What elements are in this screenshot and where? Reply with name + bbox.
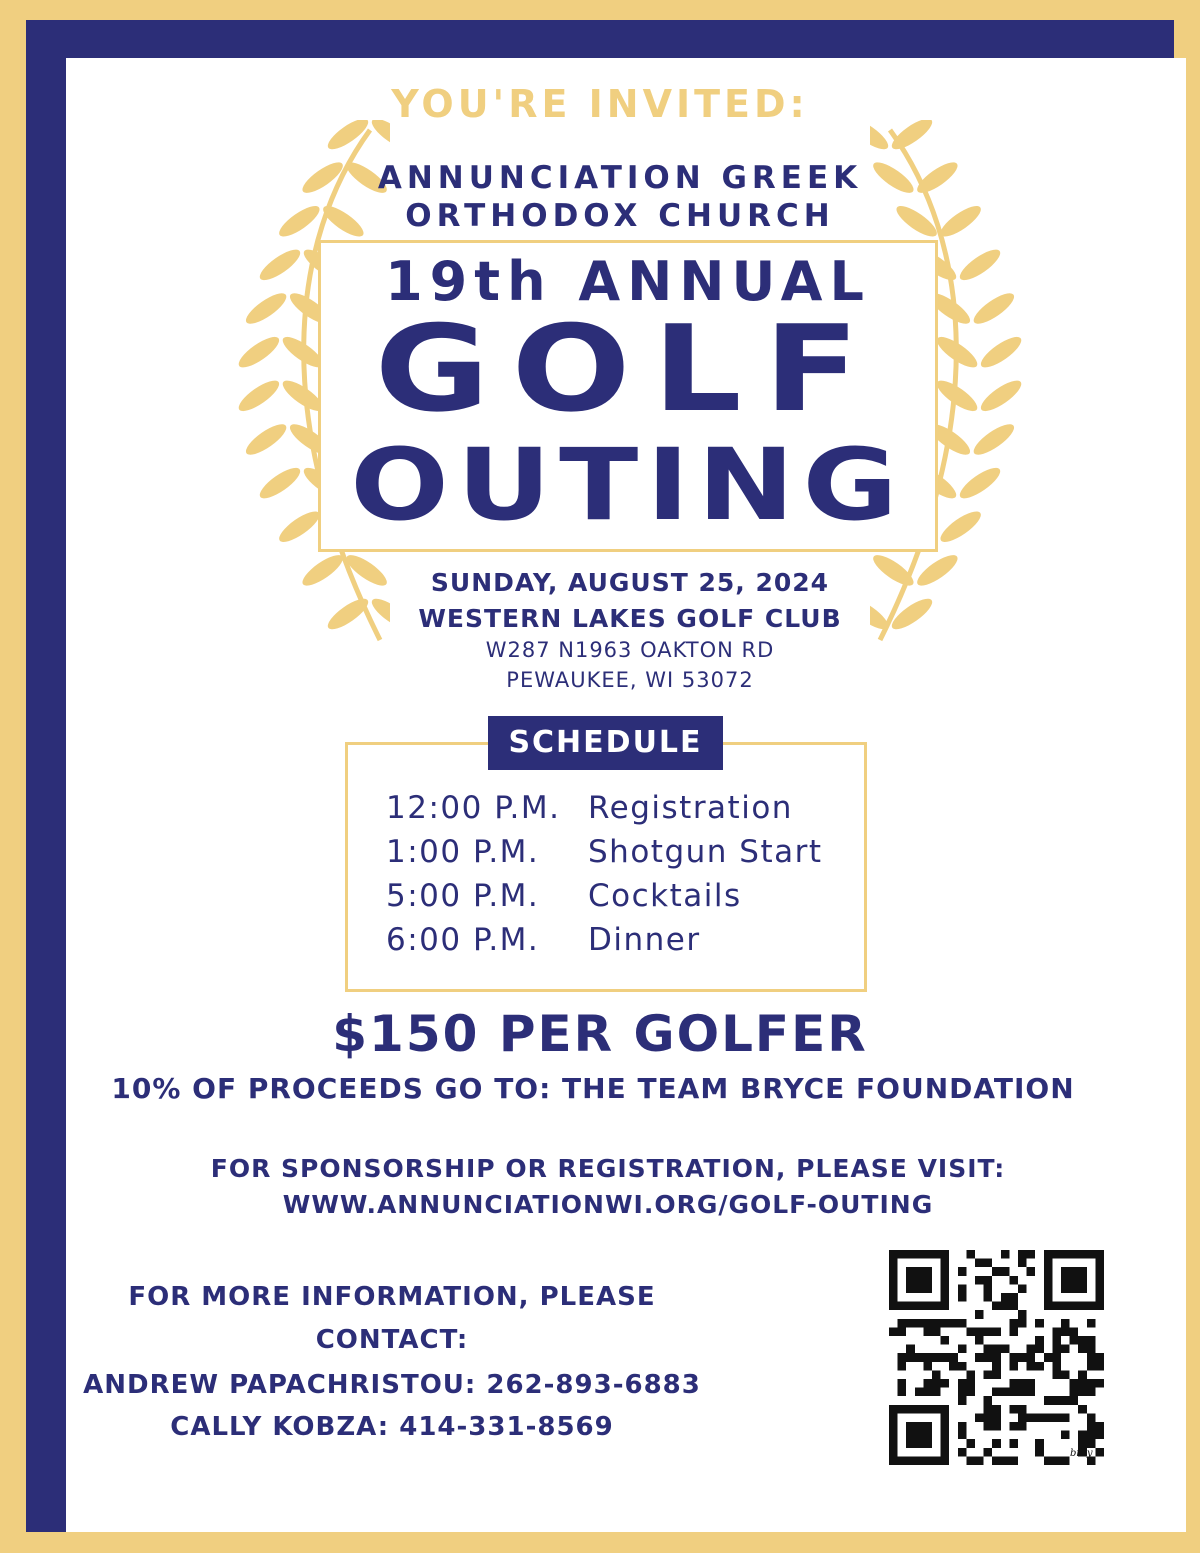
schedule-row <box>386 790 793 826</box>
qr-module <box>932 1353 941 1362</box>
registration-text: FOR SPONSORSHIP OR REGISTRATION, PLEASE VISIT: <box>210 1154 1006 1183</box>
qr-module <box>984 1413 993 1422</box>
laurel-leaf <box>242 288 290 329</box>
price-per-golfer: $150 PER GOLFER <box>332 1005 868 1063</box>
qr-module <box>1009 1353 1018 1362</box>
qr-module <box>1018 1353 1027 1362</box>
qr-module <box>941 1379 950 1388</box>
qr-module <box>1052 1396 1061 1405</box>
qr-module <box>1009 1327 1018 1336</box>
qr-module <box>975 1336 984 1345</box>
address-line2: PEWAUKEE, WI 53072 <box>506 668 754 692</box>
qr-module <box>992 1422 1001 1431</box>
qr-module <box>1035 1362 1044 1371</box>
qr-module <box>1001 1302 1010 1311</box>
qr-module <box>889 1327 898 1336</box>
qr-module <box>984 1353 993 1362</box>
qr-module <box>992 1405 1001 1414</box>
qr-module <box>1027 1379 1036 1388</box>
qr-module <box>1052 1456 1061 1465</box>
qr-module <box>898 1388 907 1397</box>
qr-module <box>992 1353 1001 1362</box>
qr-module <box>906 1353 915 1362</box>
qr-module <box>1018 1413 1027 1422</box>
qr-module <box>984 1259 993 1268</box>
qr-code-icon[interactable] <box>889 1250 1104 1465</box>
qr-module <box>992 1370 1001 1379</box>
qr-module <box>898 1327 907 1336</box>
schedule-row <box>386 834 823 870</box>
proceeds-note: 10% OF PROCEEDS GO TO: THE TEAM BRYCE FOUNDATION <box>111 1072 1075 1105</box>
outing-title: OUTING <box>350 428 906 543</box>
qr-module <box>1070 1327 1079 1336</box>
qr-module <box>992 1413 1001 1422</box>
qr-module <box>1052 1413 1061 1422</box>
qr-module <box>1087 1422 1096 1431</box>
qr-module <box>1087 1345 1096 1354</box>
qr-module <box>932 1319 941 1328</box>
qr-module <box>949 1319 958 1328</box>
qr-module <box>1087 1379 1096 1388</box>
qr-module <box>1052 1336 1061 1345</box>
qr-module <box>1078 1345 1087 1354</box>
laurel-leaf <box>256 245 304 286</box>
schedule-row <box>386 878 742 914</box>
qr-module <box>975 1413 984 1422</box>
qr-module <box>906 1267 932 1293</box>
laurel-leaf <box>235 332 283 373</box>
qr-module <box>1009 1379 1018 1388</box>
qr-module <box>975 1276 984 1285</box>
qr-module <box>1044 1353 1053 1362</box>
qr-module <box>923 1362 932 1371</box>
qr-module <box>966 1379 975 1388</box>
church-name-line2: ORTHODOX CHURCH <box>405 198 835 234</box>
laurel-leaf <box>242 419 290 460</box>
qr-module <box>1027 1413 1036 1422</box>
qr-module <box>1070 1388 1079 1397</box>
qr-module <box>932 1388 941 1397</box>
laurel-leaf <box>956 245 1004 286</box>
contact-person: CALLY KOBZA: 414-331-8569 <box>170 1412 614 1442</box>
qr-module <box>906 1422 932 1448</box>
qr-module <box>992 1327 1001 1336</box>
laurel-leaf <box>936 506 984 547</box>
qr-module <box>1035 1448 1044 1457</box>
qr-module <box>1001 1250 1010 1259</box>
qr-module <box>984 1405 993 1414</box>
event-date: SUNDAY, AUGUST 25, 2024 <box>430 568 830 597</box>
qr-module <box>966 1456 975 1465</box>
qr-module <box>984 1422 993 1431</box>
qr-module <box>975 1456 984 1465</box>
qr-module <box>923 1327 932 1336</box>
contact-person: ANDREW PAPACHRISTOU: 262-893-6883 <box>83 1370 701 1400</box>
qr-module <box>1087 1413 1096 1422</box>
qr-module <box>1018 1310 1027 1319</box>
qr-module <box>923 1388 932 1397</box>
qr-module <box>1044 1396 1053 1405</box>
qr-module <box>1078 1336 1087 1345</box>
qr-module <box>915 1388 924 1397</box>
schedule-activity: Cocktails <box>588 878 742 914</box>
qr-module <box>923 1379 932 1388</box>
qr-module <box>1001 1388 1010 1397</box>
qr-module <box>958 1388 967 1397</box>
qr-module <box>958 1345 967 1354</box>
qr-module <box>1095 1448 1104 1457</box>
qr-module <box>1052 1370 1061 1379</box>
qr-module <box>992 1302 1001 1311</box>
golf-title: GOLF <box>374 300 882 439</box>
qr-module <box>1027 1267 1036 1276</box>
qr-module <box>1018 1422 1027 1431</box>
qr-module <box>915 1319 924 1328</box>
qr-module <box>1078 1379 1087 1388</box>
qr-module <box>1009 1293 1018 1302</box>
laurel-leaf <box>235 375 283 416</box>
qr-module <box>1027 1353 1036 1362</box>
qr-module <box>1009 1388 1018 1397</box>
qr-module <box>898 1379 907 1388</box>
qr-module <box>1095 1362 1104 1371</box>
qr-module <box>1087 1362 1096 1371</box>
schedule-time: 12:00 P.M. <box>386 790 561 826</box>
contact-intro-line2: CONTACT: <box>315 1325 469 1355</box>
qr-module <box>1087 1319 1096 1328</box>
laurel-leaf <box>977 332 1025 373</box>
qr-module <box>1061 1327 1070 1336</box>
qr-module <box>1027 1345 1036 1354</box>
qr-module <box>1035 1413 1044 1422</box>
qr-module <box>1018 1379 1027 1388</box>
qr-module <box>1027 1362 1036 1371</box>
qr-module <box>1078 1370 1087 1379</box>
schedule-activity: Shotgun Start <box>588 834 823 870</box>
qr-module <box>1061 1431 1070 1440</box>
qr-module <box>1070 1336 1079 1345</box>
qr-module <box>1009 1405 1018 1414</box>
qr-module <box>958 1267 967 1276</box>
qr-module <box>1061 1345 1070 1354</box>
qr-module <box>1078 1405 1087 1414</box>
qr-module <box>1078 1439 1087 1448</box>
qr-module <box>1061 1413 1070 1422</box>
qr-module <box>1001 1293 1010 1302</box>
qr-module <box>949 1353 958 1362</box>
qr-module <box>1018 1259 1027 1268</box>
qr-module <box>958 1431 967 1440</box>
qr-module <box>1035 1345 1044 1354</box>
qr-module <box>1052 1353 1061 1362</box>
qr-module <box>992 1345 1001 1354</box>
event-venue: WESTERN LAKES GOLF CLUB <box>418 604 842 633</box>
qr-module <box>1035 1336 1044 1345</box>
qr-module <box>1035 1319 1044 1328</box>
qr-module <box>966 1250 975 1259</box>
qr-module <box>1009 1439 1018 1448</box>
qr-module <box>1009 1276 1018 1285</box>
qr-module <box>1009 1362 1018 1371</box>
qr-module <box>1061 1396 1070 1405</box>
qr-module <box>958 1448 967 1457</box>
qr-module <box>898 1353 907 1362</box>
qr-module <box>992 1456 1001 1465</box>
qr-module <box>1087 1353 1096 1362</box>
qr-module <box>941 1336 950 1345</box>
qr-module <box>984 1276 993 1285</box>
qr-module <box>1027 1388 1036 1397</box>
qr-module <box>1061 1267 1087 1293</box>
qr-module <box>932 1370 941 1379</box>
qr-module <box>984 1293 993 1302</box>
qr-module <box>1087 1388 1096 1397</box>
qr-module <box>1018 1405 1027 1414</box>
qr-module <box>1018 1319 1027 1328</box>
qr-module <box>1061 1456 1070 1465</box>
qr-module <box>1044 1413 1053 1422</box>
qr-module <box>958 1319 967 1328</box>
laurel-leaf <box>977 375 1025 416</box>
qr-module <box>898 1319 907 1328</box>
qr-module <box>1078 1431 1087 1440</box>
qr-module <box>984 1370 993 1379</box>
laurel-leaf <box>275 506 323 547</box>
qr-module <box>1001 1345 1010 1354</box>
qr-module <box>966 1388 975 1397</box>
qr-module <box>941 1319 950 1328</box>
schedule-activity: Registration <box>588 790 793 826</box>
church-name-line1: ANNUNCIATION GREEK <box>377 160 863 196</box>
qr-module <box>1095 1431 1104 1440</box>
qr-module <box>1035 1439 1044 1448</box>
qr-module <box>1087 1431 1096 1440</box>
qr-module <box>1078 1388 1087 1397</box>
qr-module <box>1027 1250 1036 1259</box>
qr-module <box>941 1353 950 1362</box>
laurel-leaf <box>256 463 304 504</box>
qr-module <box>1052 1345 1061 1354</box>
schedule-time: 1:00 P.M. <box>386 834 540 870</box>
qr-module <box>1052 1362 1061 1371</box>
qr-module <box>984 1284 993 1293</box>
qr-module <box>1018 1388 1027 1397</box>
qr-module <box>958 1362 967 1371</box>
qr-module <box>992 1388 1001 1397</box>
qr-module <box>1044 1456 1053 1465</box>
qr-module <box>958 1396 967 1405</box>
qr-module <box>898 1362 907 1371</box>
laurel-leaf <box>956 463 1004 504</box>
qr-module <box>984 1448 993 1457</box>
qr-module <box>906 1319 915 1328</box>
qr-module <box>975 1310 984 1319</box>
contact-intro-line1: FOR MORE INFORMATION, PLEASE <box>128 1282 656 1312</box>
qr-module <box>984 1396 993 1405</box>
qr-module <box>1001 1456 1010 1465</box>
qr-module <box>949 1362 958 1371</box>
qr-module <box>1009 1319 1018 1328</box>
qr-module <box>906 1345 915 1354</box>
qr-module <box>992 1267 1001 1276</box>
annual-title: 19th ANNUAL <box>385 250 871 313</box>
qr-module <box>1009 1302 1018 1311</box>
qr-module <box>932 1327 941 1336</box>
qr-module <box>1087 1439 1096 1448</box>
qr-module <box>984 1327 993 1336</box>
qr-module <box>984 1345 993 1354</box>
qr-module <box>966 1439 975 1448</box>
schedule-row <box>386 922 701 958</box>
qr-module <box>915 1353 924 1362</box>
qr-module <box>1061 1370 1070 1379</box>
address-line1: W287 N1963 OAKTON RD <box>485 638 775 662</box>
qr-module <box>1001 1267 1010 1276</box>
laurel-leaf <box>970 419 1018 460</box>
qr-module <box>932 1379 941 1388</box>
qr-module <box>1009 1456 1018 1465</box>
qr-module <box>975 1259 984 1268</box>
qr-module <box>1018 1250 1027 1259</box>
qr-module <box>1070 1379 1079 1388</box>
qr-module <box>966 1370 975 1379</box>
bitly-badge: bitly <box>1070 1448 1093 1459</box>
qr-module <box>1018 1284 1027 1293</box>
qr-module <box>1061 1319 1070 1328</box>
registration-url[interactable]: WWW.ANNUNCIATIONWI.ORG/GOLF-OUTING <box>282 1190 934 1219</box>
qr-module <box>958 1284 967 1293</box>
laurel-leaf <box>970 288 1018 329</box>
schedule-heading: SCHEDULE <box>488 716 723 770</box>
qr-module <box>966 1327 975 1336</box>
schedule-activity: Dinner <box>588 922 701 958</box>
qr-module <box>1070 1396 1079 1405</box>
qr-module <box>958 1422 967 1431</box>
qr-module <box>1052 1327 1061 1336</box>
schedule-time: 5:00 P.M. <box>386 878 540 914</box>
qr-module <box>975 1353 984 1362</box>
qr-module <box>1095 1422 1104 1431</box>
qr-module <box>975 1327 984 1336</box>
qr-module <box>992 1362 1001 1371</box>
qr-module <box>992 1439 1001 1448</box>
qr-module <box>1095 1353 1104 1362</box>
qr-module <box>923 1353 932 1362</box>
schedule-time: 6:00 P.M. <box>386 922 540 958</box>
qr-module <box>1095 1379 1104 1388</box>
qr-module <box>958 1293 967 1302</box>
qr-module <box>958 1379 967 1388</box>
qr-module <box>1087 1336 1096 1345</box>
qr-module <box>1009 1422 1018 1431</box>
qr-module <box>923 1319 932 1328</box>
invitation-heading: YOU'RE INVITED: <box>391 82 809 126</box>
